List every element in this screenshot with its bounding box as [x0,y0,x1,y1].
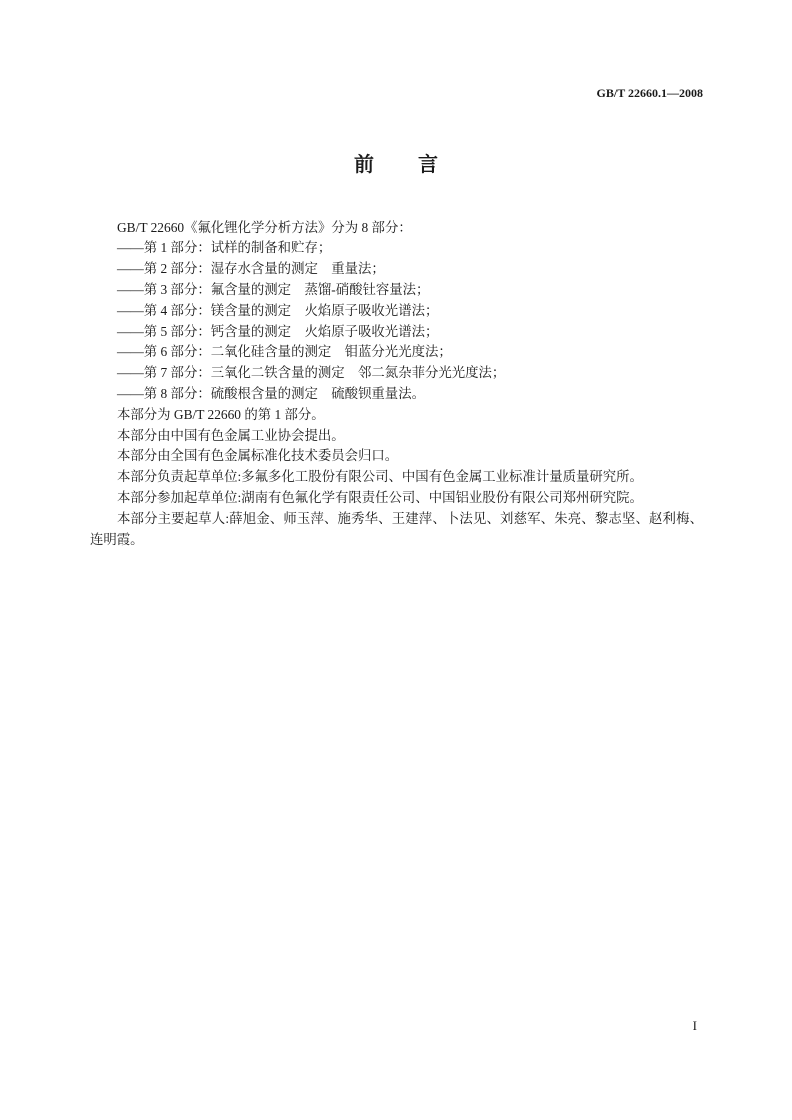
drafters-paragraph-continuation: 连明霞。 [90,531,144,547]
part-list-item: ——第 8 部分：硫酸根含量的测定 硫酸钡重量法。 [117,385,425,401]
part-list-item: ——第 5 部分：钙含量的测定 火焰原子吸收光谱法； [117,323,439,339]
part-list-item: ——第 2 部分：湿存水含量的测定 重量法； [117,261,385,277]
part-list-item: ——第 4 部分：镁含量的测定 火焰原子吸收光谱法； [117,302,439,318]
standard-number: GB/T 22660.1—2008 [596,86,703,100]
statement-paragraph: 本部分参加起草单位:湖南有色氟化学有限责任公司、中国铝业股份有限公司郑州研究院。 [117,489,643,505]
statement-paragraph: 本部分负责起草单位:多氟多化工股份有限公司、中国有色金属工业标准计量质量研究所。 [117,469,643,485]
intro-paragraph: GB/T 22660《氟化锂化学分析方法》分为 8 部分： [117,219,412,235]
part-list-item: ——第 7 部分：三氧化二铁含量的测定 邻二氮杂菲分光光度法； [117,365,506,381]
page-number: I [692,1018,697,1033]
statement-paragraph: 本部分由中国有色金属工业协会提出。 [117,427,345,443]
page-title: 前 言 [354,154,450,176]
statement-paragraph: 本部分由全国有色金属标准化技术委员会归口。 [117,448,399,464]
part-list-item: ——第 6 部分：二氧化硅含量的测定 钼蓝分光光度法； [117,344,452,360]
statement-paragraph: 本部分为 GB/T 22660 的第 1 部分。 [117,406,325,422]
drafters-paragraph-line: 本部分主要起草人:薛旭金、师玉萍、施秀华、王建萍、卜法见、刘慈军、朱亮、黎志坚、赵利梅、 [117,510,703,526]
part-list-item: ——第 1 部分：试样的制备和贮存； [117,240,332,256]
part-list-item: ——第 3 部分：氟含量的测定 蒸馏-硝酸钍容量法； [117,281,430,297]
preface-body [90,218,703,551]
